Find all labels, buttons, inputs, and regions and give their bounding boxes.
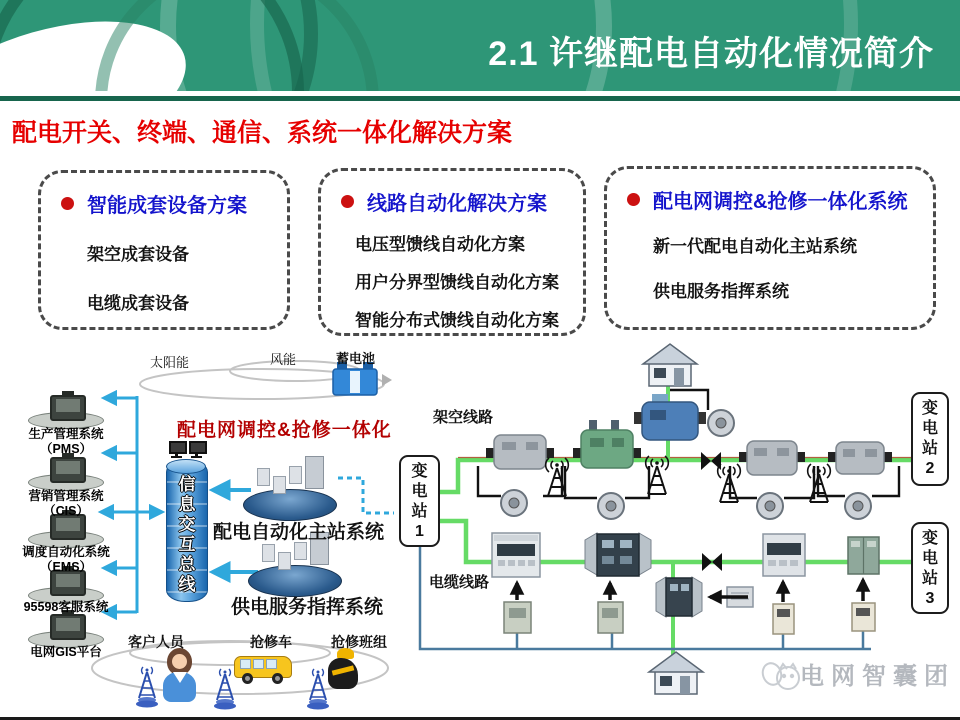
solution-item: 智能分布式馈线自动化方案 — [355, 311, 559, 330]
mini-computer-icon — [169, 441, 186, 458]
pms-system-icon — [28, 395, 104, 429]
open-door-cabinet-icon — [585, 533, 651, 576]
cis-system-icon — [28, 457, 104, 491]
brand-logo-icon — [760, 661, 799, 689]
customer-label: 客户人员 — [128, 634, 184, 650]
solution-item: 用户分界型馈线自动化方案 — [355, 273, 559, 292]
overhead-switch-icon — [739, 441, 805, 475]
repair-truck-label: 抢修车 — [250, 634, 292, 650]
brand-watermark — [800, 656, 955, 691]
ems-system-icon — [28, 514, 104, 548]
repair-crew-label: 抢修班组 — [331, 634, 387, 650]
flow-arrow-icon — [382, 374, 392, 386]
repair-crew-icon — [325, 648, 361, 694]
solution-title: 配电网调控&抢修一体化系统 — [653, 191, 908, 213]
customer-person-icon — [158, 648, 202, 706]
repair-truck-icon — [234, 650, 292, 686]
service-command-label: 供电服务指挥系统 — [231, 597, 384, 618]
ftu-terminal-icon — [757, 493, 783, 519]
integration-title: 配电网调控&抢修一体化 — [177, 420, 392, 441]
pms-system-label: 生产管理系统 （PMS） — [28, 427, 104, 456]
section-subtitle: 配电开关、终端、通信、系统一体化解决方案 — [12, 119, 513, 147]
substation-2-box — [911, 392, 949, 486]
label-battery: 蓄电池 — [336, 351, 376, 366]
substation-2-label: 变电站2 — [921, 400, 938, 477]
open-door-cabinet-icon — [656, 577, 702, 617]
overhead-switch-icon — [828, 442, 892, 474]
label-solar: 太阳能 — [150, 355, 190, 370]
brand-text: 电网智囊团 — [800, 663, 955, 690]
gis-system-icon — [28, 614, 104, 648]
ftu-terminal-icon — [845, 493, 871, 519]
overhead-line-label: 架空线路 — [433, 409, 494, 426]
substation-3-box — [911, 522, 949, 614]
cable-line-label: 电缆线路 — [429, 574, 490, 591]
solution-item: 电压型馈线自动化方案 — [355, 235, 525, 254]
call-center-system-label: 95598客服系统 — [23, 600, 109, 614]
switchgear-cabinet-icon — [763, 534, 805, 576]
substation-1-label: 变电站1 — [411, 463, 428, 540]
solution-item: 电缆成套设备 — [87, 294, 189, 313]
information-bus-cylinder — [166, 460, 208, 602]
master-station-platform-icon — [243, 456, 339, 520]
tie-switch-icon — [701, 452, 722, 571]
house-icon — [649, 652, 703, 694]
substation-1-box — [399, 455, 440, 547]
substation-3-label: 变电站3 — [921, 530, 938, 607]
solution-item: 供电服务指挥系统 — [653, 282, 789, 301]
radio-tower-icon — [214, 669, 236, 710]
solution-item: 新一代配电自动化主站系统 — [653, 237, 857, 256]
house-icon — [643, 344, 697, 386]
comm-dashed-line — [338, 478, 394, 513]
solution-title: 智能成套设备方案 — [87, 195, 247, 217]
label-wind: 风能 — [270, 352, 297, 367]
ftu-terminal-icon — [708, 410, 734, 436]
master-station-label: 配电自动化主站系统 — [213, 522, 385, 543]
ftu-terminal-icon — [598, 493, 624, 519]
solution-title: 线路自动化解决方案 — [367, 193, 547, 215]
overhead-switch-icon-green — [573, 420, 641, 468]
ring-main-unit-icon — [492, 533, 540, 577]
switchgear-cabinet-icon — [848, 537, 879, 574]
overhead-switch-icon — [486, 435, 554, 469]
call-center-system-icon — [28, 570, 104, 604]
cis-system-label: 营销管理系统 （CIS） — [28, 489, 104, 518]
information-bus-label: 信息交互总线 — [178, 475, 196, 594]
solution-item: 架空成套设备 — [87, 245, 189, 264]
ems-system-label: 调度自动化系统 （EMS） — [22, 545, 110, 574]
page-title: 2.1 许继配电自动化情况简介 — [488, 35, 934, 73]
ftu-terminal-icon — [501, 490, 527, 516]
mini-computer-icon — [189, 441, 206, 458]
gis-system-label: 电网GIS平台 — [30, 645, 102, 659]
